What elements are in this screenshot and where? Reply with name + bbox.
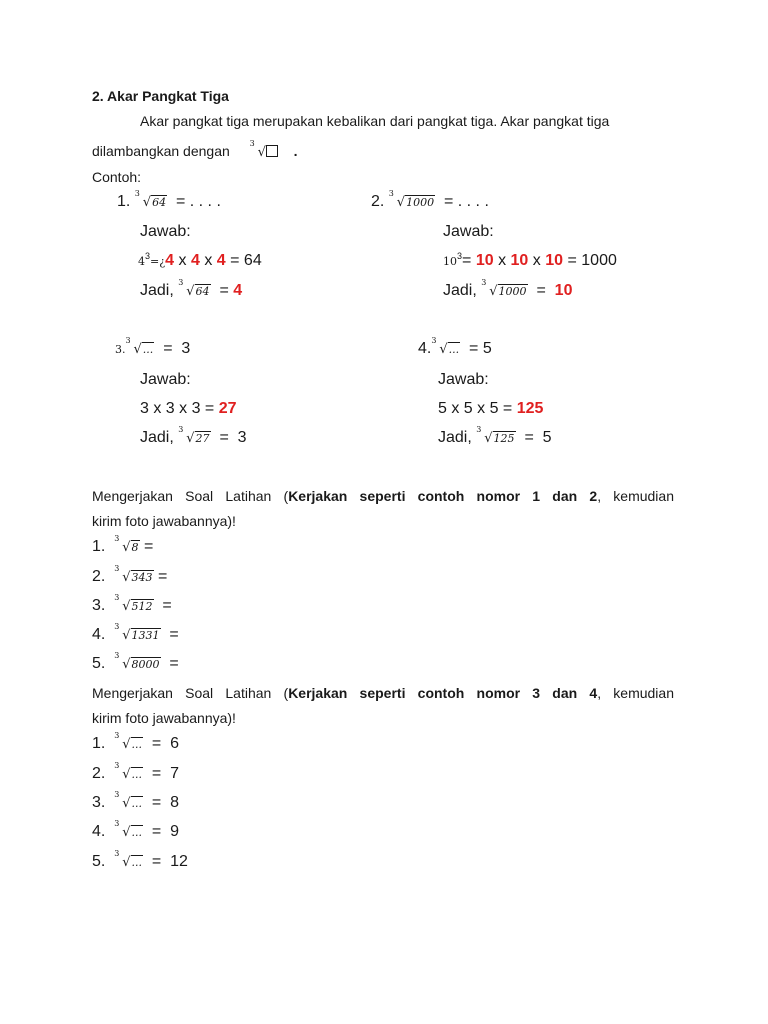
- example-2-jawab: Jawab:: [443, 223, 494, 240]
- intro-line-1: Akar pangkat tiga merupakan kebalikan dari pangkat tiga. Akar pangkat tiga: [140, 113, 610, 129]
- example-4-jawab: Jawab:: [438, 371, 489, 388]
- example-3-calc: 3 x 3 x 3 = 27: [140, 400, 237, 417]
- example-1-question: 1. 3 √64 = . . . .: [117, 189, 221, 210]
- example-1-jadi: Jadi, 3 √64 = 4: [140, 278, 243, 299]
- example-4-calc: 5 x 5 x 5 = 125: [438, 400, 544, 417]
- exercise-2-item-4: 4. 3 √... = 9: [92, 819, 180, 840]
- example-2-question: 2. 3 √1000 = . . . .: [371, 189, 489, 210]
- exercise-1-item-5: 5. 3 √8000 =: [92, 651, 179, 672]
- contoh-label: Contoh:: [92, 169, 142, 185]
- intro-line-2-text: dilambangkan dengan: [92, 143, 230, 159]
- example-1-jawab: Jawab:: [140, 223, 191, 240]
- section-heading: 2. Akar Pangkat Tiga: [92, 88, 229, 104]
- example-3-jawab: Jawab:: [140, 371, 191, 388]
- exercise-2-item-2: 2. 3 √... = 7: [92, 761, 180, 782]
- exercise-1-item-3: 3. 3 √512 =: [92, 593, 172, 614]
- exercise-2-item-1: 1. 3 √... = 6: [92, 731, 180, 752]
- placeholder-box-icon: [266, 145, 278, 157]
- example-4-question: 4. 3 √... = 5: [418, 336, 492, 357]
- example-4-jadi: Jadi, 3 √125 = 5: [438, 425, 552, 446]
- exercise-2-item-3: 3. 3 √... = 8: [92, 790, 180, 811]
- cube-root-symbol: 3 √: [250, 145, 278, 160]
- exercise-2-instruction: Mengerjakan Soal Latihan (Kerjakan seperti contoh nomor 3 dan 4, kemudian: [92, 685, 674, 701]
- exercise-2-item-5: 5. 3 √... = 12: [92, 849, 188, 870]
- exercise-1-item-1: 1. 3 √8 =: [92, 534, 154, 555]
- exercise-1-instruction: Mengerjakan Soal Latihan (Kerjakan seperti contoh nomor 1 dan 2, kemudian: [92, 488, 674, 504]
- example-2-calc: $10^3= 10$ x 10 x 10 = 1000: [443, 251, 617, 269]
- example-2-jadi: Jadi, 3 √1000 = 10: [443, 278, 573, 299]
- exercise-2-instruction-line-2: kirim foto jawabannya)!: [92, 710, 236, 726]
- example-3-question: 3. 3 √... = 3: [115, 336, 191, 357]
- exercise-1-item-2: 2. 3 √343 =: [92, 564, 168, 585]
- intro-line-2: dilambangkan dengan 3 √ .: [92, 139, 298, 160]
- example-3-jadi: Jadi, 3 √27 = 3: [140, 425, 247, 446]
- exercise-1-instruction-line-2: kirim foto jawabannya)!: [92, 513, 236, 529]
- exercise-1-item-4: 4. 3 √1331 =: [92, 622, 179, 643]
- example-1-calc: $4^3=¿4$ x 4 x 4 = 64: [138, 251, 262, 269]
